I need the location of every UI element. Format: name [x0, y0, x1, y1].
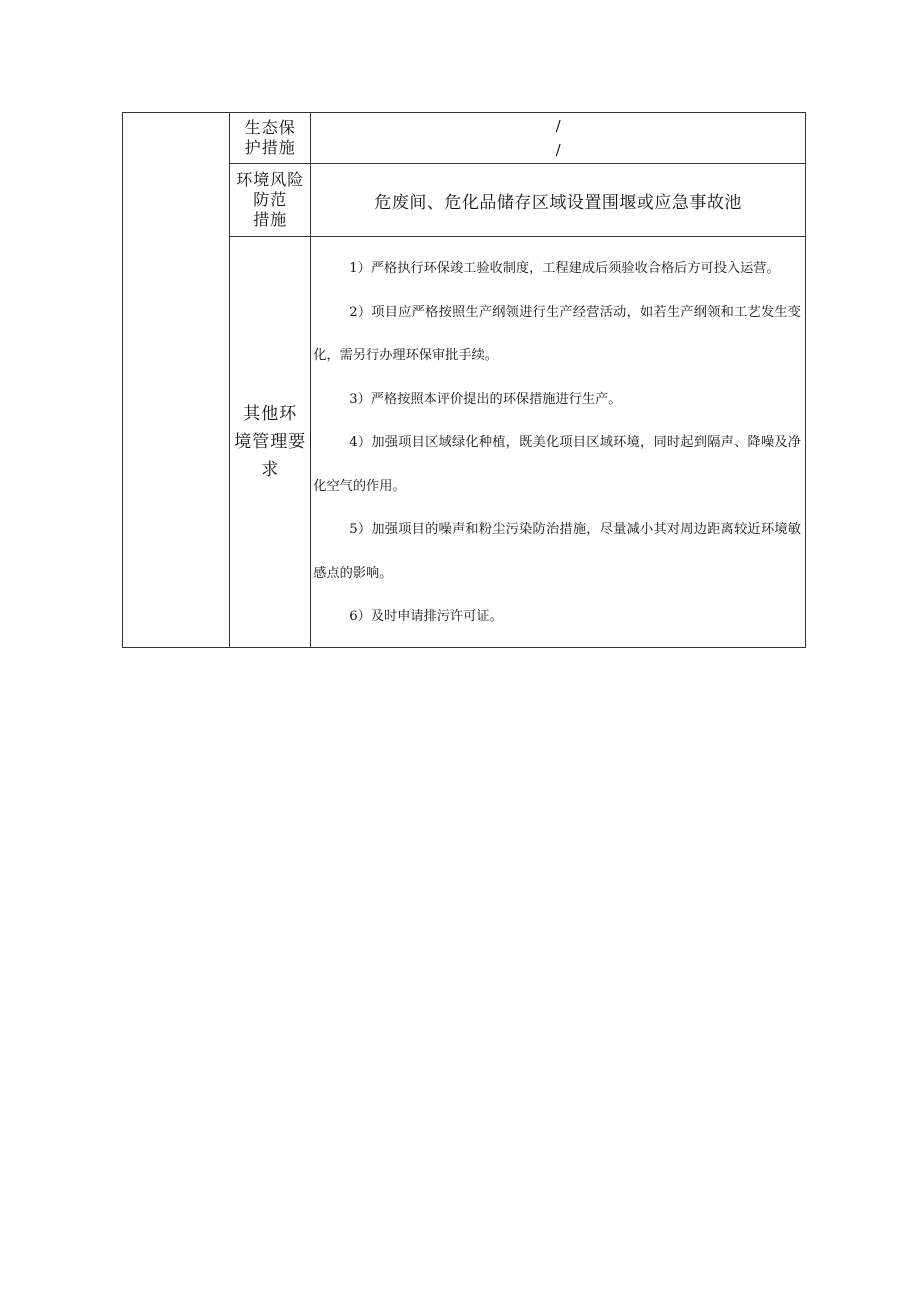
requirement-item: 2）项目应严格按照生产纲领进行生产经营活动，如若生产纲领和工艺发生变化，需另行办理环保审批手续。: [313, 304, 801, 363]
value-ecological-protection: [311, 113, 806, 164]
table-row-ecological-protection: [123, 113, 806, 164]
label-line: 境管理要: [234, 431, 307, 452]
label-line: 其他环: [243, 403, 298, 424]
label-ecological-protection: [230, 113, 311, 164]
requirement-item: 4）加强项目区域绿化种植，既美化项目区域环境，同时起到隔声、降噪及净化空气的作用。: [313, 435, 801, 494]
value-line: /: [555, 141, 561, 159]
label-environmental-risk: [230, 164, 311, 237]
label-line: 求: [261, 459, 280, 480]
label-line: 环境风险: [236, 170, 305, 189]
label-line: 防范: [253, 190, 288, 209]
label-line: 生态保: [244, 118, 296, 137]
merged-blank-cell: [123, 113, 230, 648]
requirements-list: [311, 237, 806, 648]
value-environmental-risk: 危废间、危化品储存区域设置围堰或应急事故池: [311, 164, 806, 237]
requirement-item: 6）及时申请排污许可证。: [349, 609, 503, 624]
requirement-item: 3）严格按照本评价提出的环保措施进行生产。: [349, 391, 622, 407]
label-line: 护措施: [244, 138, 296, 157]
requirement-item: 5）加强项目的噪声和粉尘污染防治措施，尽量减小其对周边距离较近环境敏感点的影响。: [313, 522, 801, 581]
label-line: 措施: [253, 210, 288, 229]
value-line: /: [555, 117, 561, 135]
label-other-requirements: [230, 237, 311, 648]
environmental-measures-table: [122, 112, 806, 648]
requirement-item: 1）严格执行环保竣工验收制度，工程建成后须验收合格后方可投入运营。: [349, 261, 780, 276]
